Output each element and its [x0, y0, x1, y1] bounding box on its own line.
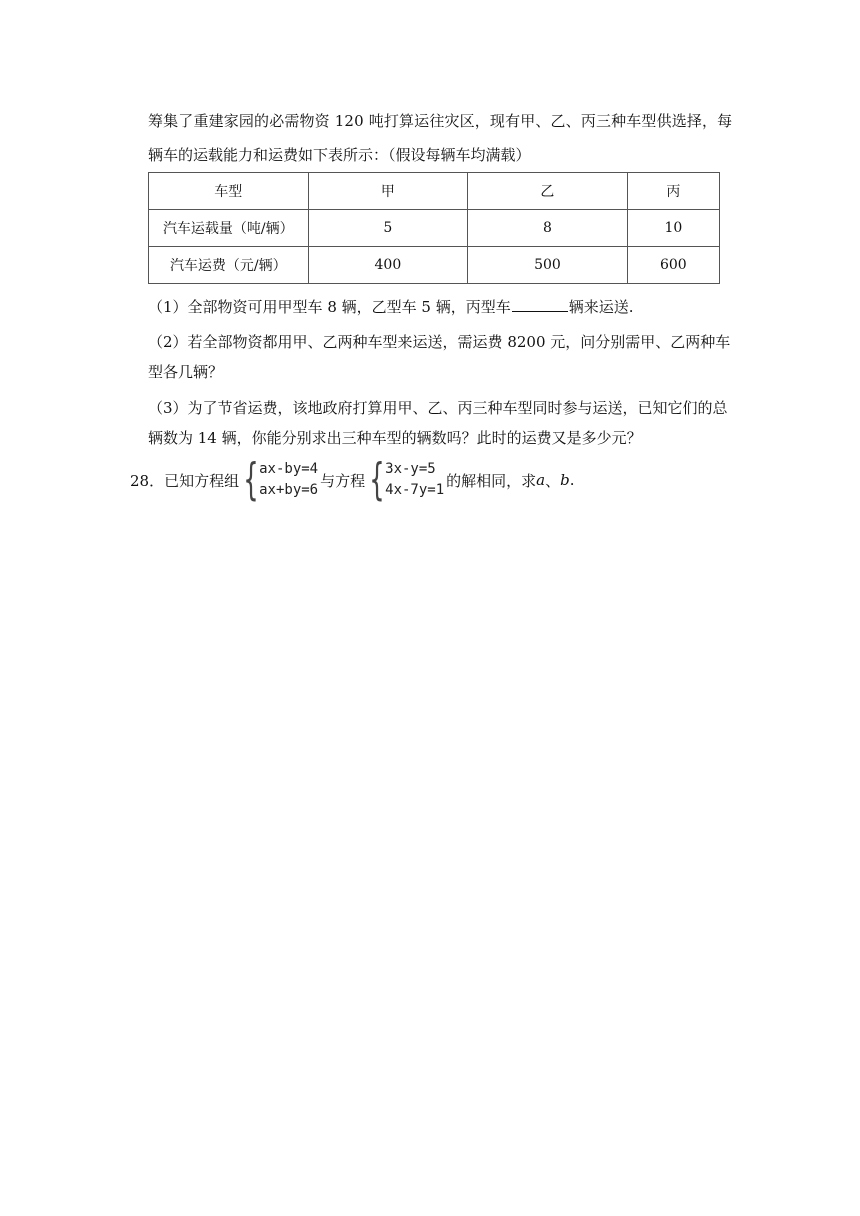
intro-line-2: 辆车的运载能力和运费如下表所示：（假设每辆车均满载）	[148, 146, 531, 164]
table-row	[149, 210, 720, 247]
table-cell: 10	[627, 210, 719, 247]
table-header-cell: 丙	[627, 173, 719, 210]
question-2-line-1: （2）若全部物资都用甲、乙两种车型来运送，需运费 8200 元，问分别需甲、乙两种车	[148, 333, 731, 351]
equation-system-2	[367, 456, 444, 504]
table-cell: 汽车运费（元/辆）	[149, 247, 309, 284]
table-cell: 5	[308, 210, 468, 247]
equation: ax-by=4	[259, 461, 319, 477]
left-brace-icon: {	[243, 454, 259, 505]
table-header-cell: 甲	[308, 173, 468, 210]
problem-28	[130, 456, 575, 504]
table-cell: 汽车运载量（吨/辆）	[149, 210, 309, 247]
table-cell: 500	[468, 247, 628, 284]
question-1	[148, 296, 634, 317]
table-header-row	[149, 173, 720, 210]
variable-b: b	[560, 471, 570, 489]
table-cell: 600	[627, 247, 719, 284]
separator: 、	[545, 471, 561, 490]
question-3-line-1: （3）为了节省运费，该地政府打算用甲、乙、丙三种车型同时参与运送，已知它们的总	[148, 399, 728, 417]
question-1-text: （1）全部物资可用甲型车 8 辆，乙型车 5 辆，丙型车	[148, 298, 511, 316]
left-brace-icon: {	[369, 454, 385, 505]
problem-end: .	[569, 471, 575, 489]
truck-table	[148, 172, 720, 284]
question-3-line-2: 辆数为 14 辆，你能分别求出三种车型的辆数吗？此时的运费又是多少元？	[148, 429, 642, 447]
problem-text: 与方程	[320, 471, 366, 490]
equation: 4x-7y=1	[385, 482, 445, 498]
intro-line-1: 筹集了重建家园的必需物资 120 吨打算运往灾区，现有甲、乙、丙三种车型供选择，每	[148, 112, 733, 130]
table-row	[149, 247, 720, 284]
problem-text: 已知方程组	[164, 471, 240, 490]
equation: 3x-y=5	[385, 461, 436, 477]
table-cell: 8	[468, 210, 628, 247]
question-2-line-2: 型各几辆？	[148, 363, 224, 381]
answer-blank	[512, 296, 568, 312]
equation: ax+by=6	[259, 482, 319, 498]
problem-number: 28．	[130, 471, 165, 490]
table-header-cell: 乙	[468, 173, 628, 210]
equation-system-1	[241, 456, 318, 504]
question-1-text-end: 辆来运送.	[568, 298, 634, 316]
table-header-cell: 车型	[149, 173, 309, 210]
table-cell: 400	[308, 247, 468, 284]
variable-a: a	[536, 471, 546, 489]
problem-text: 的解相同，求	[446, 471, 537, 490]
